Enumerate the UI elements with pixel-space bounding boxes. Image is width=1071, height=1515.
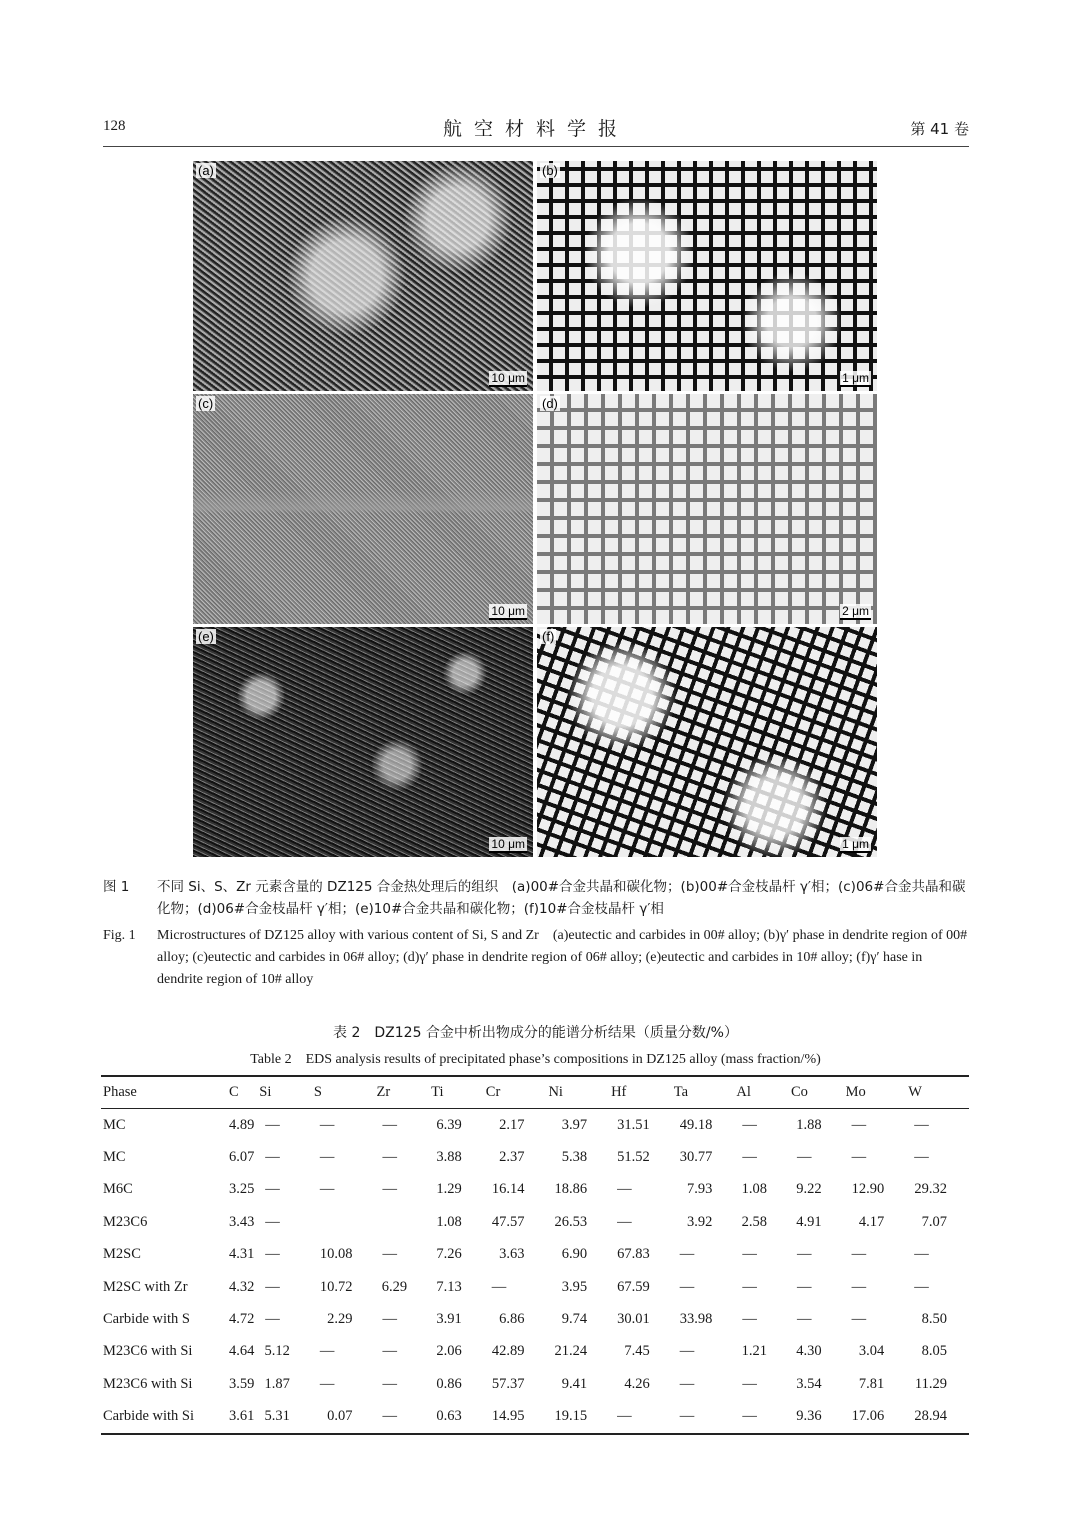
value-cell: 16.14	[491, 1181, 525, 1198]
phase-cell: M23C6 with Si	[103, 1343, 193, 1360]
phase-cell: M23C6 with Si	[103, 1375, 193, 1392]
value-cell: —	[679, 1375, 695, 1392]
value-cell: 31.51	[617, 1116, 650, 1133]
column-header: C	[227, 1076, 257, 1109]
value-cell: 28.94	[906, 1401, 969, 1434]
scale-bar: 2 μm	[842, 604, 869, 618]
phase-cell: MC	[103, 1149, 126, 1166]
value-cell: 6.39	[436, 1116, 462, 1133]
micrograph-b	[537, 161, 877, 391]
value-cell: —	[914, 1246, 929, 1263]
value-cell: 7.26	[436, 1246, 462, 1263]
scale-bar: 10 μm	[491, 371, 525, 385]
value-cell: 47.57	[491, 1213, 525, 1230]
value-cell: —	[679, 1343, 695, 1360]
value-cell: 29.32	[914, 1181, 947, 1198]
figure-caption-en	[103, 925, 969, 987]
value-cell: 8.05	[921, 1343, 947, 1360]
value-cell: —	[382, 1246, 398, 1263]
column-header: Ta	[672, 1076, 735, 1109]
table-row	[101, 1303, 969, 1335]
value-cell: 4.26	[624, 1375, 650, 1392]
value-cell: 4.31	[229, 1246, 255, 1263]
table-row	[101, 1271, 969, 1303]
value-cell: 8.50	[921, 1311, 947, 1328]
value-cell: —	[375, 1401, 430, 1434]
value-cell: 33.98	[679, 1311, 713, 1328]
panel-label: (e)	[198, 629, 214, 644]
phase-cell: Carbide with Si	[101, 1401, 227, 1434]
value-cell: 7.93	[686, 1181, 713, 1198]
value-cell: —	[617, 1181, 632, 1198]
phase-cell: M23C6	[103, 1213, 148, 1230]
column-header: S	[312, 1076, 375, 1109]
value-cell: —	[382, 1149, 398, 1166]
value-cell: 3.92	[686, 1213, 713, 1230]
column-header: Si	[257, 1076, 312, 1109]
value-cell: 3.95	[561, 1278, 588, 1295]
value-cell: —	[382, 1311, 398, 1328]
value-cell: 4.91	[796, 1213, 822, 1230]
value-cell: —	[609, 1401, 672, 1434]
value-cell: 17.06	[844, 1401, 907, 1434]
value-cell: —	[796, 1278, 812, 1295]
value-cell: 3.63	[499, 1246, 525, 1263]
volume-label: 第 41 卷	[910, 120, 969, 138]
value-cell: 2.29	[327, 1311, 353, 1328]
phase-cell: MC	[103, 1116, 126, 1133]
micrograph-f	[537, 627, 877, 857]
figure-label-en: Fig. 1	[103, 928, 136, 943]
value-cell: 5.31	[257, 1401, 312, 1434]
scale-bar: 1 μm	[842, 371, 869, 385]
value-cell: 9.22	[796, 1181, 822, 1198]
value-cell: —	[265, 1213, 280, 1230]
panel-label: (b)	[542, 163, 558, 178]
value-cell: 7.13	[436, 1278, 462, 1295]
value-cell: 5.38	[561, 1149, 588, 1166]
value-cell: 14.95	[484, 1401, 547, 1434]
value-cell: 26.53	[554, 1213, 588, 1230]
micrograph-e	[193, 627, 533, 857]
value-cell: 7.81	[858, 1375, 885, 1392]
value-cell: —	[914, 1116, 929, 1133]
value-cell: 9.74	[561, 1311, 588, 1328]
column-header: Cr	[484, 1076, 547, 1109]
value-cell: 3.25	[229, 1181, 255, 1198]
panel-label: (f)	[542, 629, 555, 644]
value-cell: —	[265, 1311, 280, 1328]
value-cell: 4.30	[796, 1343, 822, 1360]
phase-cell: M2SC with Zr	[103, 1278, 188, 1295]
eds-table	[101, 1075, 969, 1435]
value-cell: 2.17	[499, 1116, 525, 1133]
value-cell: —	[742, 1149, 757, 1166]
value-cell	[375, 1206, 430, 1238]
phase-cell: M6C	[103, 1181, 133, 1198]
value-cell: 1.21	[741, 1343, 767, 1360]
value-cell: 42.89	[491, 1343, 525, 1360]
value-cell: 67.83	[617, 1246, 650, 1263]
column-header: Ti	[429, 1076, 484, 1109]
value-cell: —	[382, 1343, 398, 1360]
table-row	[101, 1174, 969, 1206]
value-cell	[312, 1206, 375, 1238]
value-cell: 49.18	[679, 1116, 713, 1133]
value-cell: —	[319, 1149, 335, 1166]
value-cell: —	[796, 1149, 812, 1166]
value-cell: —	[796, 1246, 812, 1263]
page-number: 128	[103, 118, 126, 134]
value-cell: 1.08	[436, 1213, 462, 1230]
column-header: Phase	[101, 1076, 227, 1109]
value-cell: —	[679, 1278, 695, 1295]
column-header: Ni	[546, 1076, 609, 1109]
column-header: Al	[734, 1076, 789, 1109]
value-cell: 0.63	[429, 1401, 484, 1434]
panel-label: (a)	[198, 163, 214, 178]
value-cell: 3.54	[796, 1375, 822, 1392]
table-body	[101, 1109, 969, 1434]
panel-label: (c)	[198, 396, 214, 411]
value-cell: 7.07	[921, 1213, 947, 1230]
table-row	[101, 1368, 969, 1400]
column-header: W	[906, 1076, 969, 1109]
value-cell: 3.61	[227, 1401, 257, 1434]
value-cell: 9.41	[561, 1375, 588, 1392]
value-cell: —	[851, 1149, 867, 1166]
value-cell: 1.29	[436, 1181, 462, 1198]
value-cell: 4.72	[229, 1311, 255, 1328]
value-cell: 6.86	[499, 1311, 525, 1328]
value-cell: 11.29	[914, 1375, 947, 1392]
value-cell: 1.88	[796, 1116, 822, 1133]
table-caption-cn: 表 2 DZ125 合金中析出物成分的能谱分析结果（质量分数/%）	[333, 1025, 738, 1041]
value-cell: —	[851, 1246, 867, 1263]
value-cell: 12.90	[851, 1181, 885, 1198]
table-row	[101, 1336, 969, 1368]
value-cell: 6.90	[561, 1246, 588, 1263]
value-cell: 57.37	[491, 1375, 525, 1392]
value-cell: 4.64	[229, 1343, 255, 1360]
value-cell: 18.86	[554, 1181, 588, 1198]
value-cell: 1.08	[741, 1181, 767, 1198]
value-cell: —	[491, 1278, 507, 1295]
value-cell: —	[851, 1311, 867, 1328]
value-cell: —	[265, 1116, 280, 1133]
table-row	[101, 1239, 969, 1271]
value-cell: —	[319, 1181, 335, 1198]
value-cell: 3.97	[561, 1116, 588, 1133]
column-header: Mo	[844, 1076, 907, 1109]
value-cell: 1.87	[264, 1375, 290, 1392]
figure-caption-cn	[103, 876, 969, 917]
value-cell: —	[742, 1278, 757, 1295]
scale-bar: 10 μm	[491, 604, 525, 618]
value-cell: 0.86	[436, 1375, 462, 1392]
panel-label: (d)	[542, 396, 558, 411]
value-cell: —	[672, 1401, 735, 1434]
value-cell: 10.72	[319, 1278, 353, 1295]
figure-label-cn: 图 1	[103, 879, 130, 895]
value-cell: —	[617, 1213, 632, 1230]
value-cell: —	[742, 1116, 757, 1133]
value-cell: 67.59	[617, 1278, 650, 1295]
table-row	[101, 1401, 969, 1434]
micrograph-a	[193, 161, 533, 391]
value-cell: 21.24	[554, 1343, 588, 1360]
value-cell: —	[679, 1246, 695, 1263]
micrograph-d	[537, 394, 877, 624]
table-row	[101, 1206, 969, 1238]
value-cell: 3.91	[436, 1311, 462, 1328]
value-cell: 4.89	[229, 1116, 255, 1133]
value-cell: —	[319, 1343, 335, 1360]
figure-caption-cn-text: 不同 Si、S、Zr 元素含量的 DZ125 合金热处理后的组织 (a)00#合金共晶和碳化物；(b)00#合金枝晶杆 γ′相；(c)06#合金共晶和碳化物；(d)06#合金枝晶杆 γ′相；(e)10#合金共晶和碳化物；(f)10#合金枝晶杆 γ′相	[157, 879, 966, 917]
value-cell: 3.04	[858, 1343, 885, 1360]
value-cell: 30.01	[617, 1311, 650, 1328]
value-cell: 19.15	[546, 1401, 609, 1434]
value-cell: 4.32	[229, 1278, 255, 1295]
figure-caption-en-text: Microstructures of DZ125 alloy with various content of Si, S and Zr (a)eutectic and carbides in 00# alloy; (b)γ′ phase in dendrite region of 00# alloy; (c)eutectic and carbides in 06# alloy; (d)γ′ phase in dendrite region of 06# alloy; (e)eutectic and carbides in 10# alloy; (f)γ′ hase in dendrite region of 10# alloy	[157, 928, 968, 987]
phase-cell: M2SC	[103, 1246, 141, 1263]
value-cell: —	[914, 1149, 929, 1166]
scale-bar: 1 μm	[842, 837, 869, 851]
journal-title: 航空材料学报	[442, 118, 629, 140]
value-cell: —	[914, 1278, 929, 1295]
micrograph-c	[193, 394, 533, 624]
value-cell: —	[742, 1311, 757, 1328]
column-header: Hf	[609, 1076, 672, 1109]
column-header: Co	[789, 1076, 844, 1109]
value-cell: —	[382, 1181, 398, 1198]
value-cell: —	[265, 1181, 280, 1198]
value-cell: 7.45	[624, 1343, 650, 1360]
value-cell: —	[851, 1116, 867, 1133]
value-cell: 10.08	[319, 1246, 353, 1263]
table-row	[101, 1109, 969, 1142]
value-cell: 51.52	[617, 1149, 650, 1166]
value-cell: 5.12	[264, 1343, 290, 1360]
scale-bar: 10 μm	[491, 837, 525, 851]
value-cell: 2.58	[741, 1213, 767, 1230]
value-cell: —	[382, 1116, 398, 1133]
column-header: Zr	[375, 1076, 430, 1109]
value-cell: 6.29	[381, 1278, 408, 1295]
value-cell: 6.07	[229, 1149, 255, 1166]
value-cell: 2.06	[436, 1343, 462, 1360]
value-cell: 0.07	[312, 1401, 375, 1434]
value-cell: —	[265, 1278, 280, 1295]
running-header	[103, 112, 969, 147]
value-cell: 2.37	[499, 1149, 525, 1166]
value-cell: —	[382, 1375, 398, 1392]
value-cell: 3.88	[436, 1149, 462, 1166]
value-cell: —	[319, 1375, 335, 1392]
value-cell: —	[742, 1246, 757, 1263]
value-cell: —	[265, 1246, 280, 1263]
value-cell: —	[319, 1116, 335, 1133]
value-cell: —	[742, 1375, 757, 1392]
value-cell: 3.43	[229, 1213, 255, 1230]
value-cell: —	[734, 1401, 789, 1434]
phase-cell: Carbide with S	[103, 1311, 190, 1328]
value-cell: —	[796, 1311, 812, 1328]
table-caption-en: Table 2 EDS analysis results of precipitated phase’s compositions in DZ125 alloy (mass fraction/%)	[250, 1052, 821, 1067]
value-cell: 3.59	[229, 1375, 255, 1392]
value-cell: 9.36	[789, 1401, 844, 1434]
value-cell: —	[265, 1149, 280, 1166]
table-header-row	[101, 1076, 969, 1109]
value-cell: —	[851, 1278, 867, 1295]
value-cell: 30.77	[679, 1149, 713, 1166]
value-cell: 4.17	[858, 1213, 885, 1230]
table-row	[101, 1141, 969, 1173]
